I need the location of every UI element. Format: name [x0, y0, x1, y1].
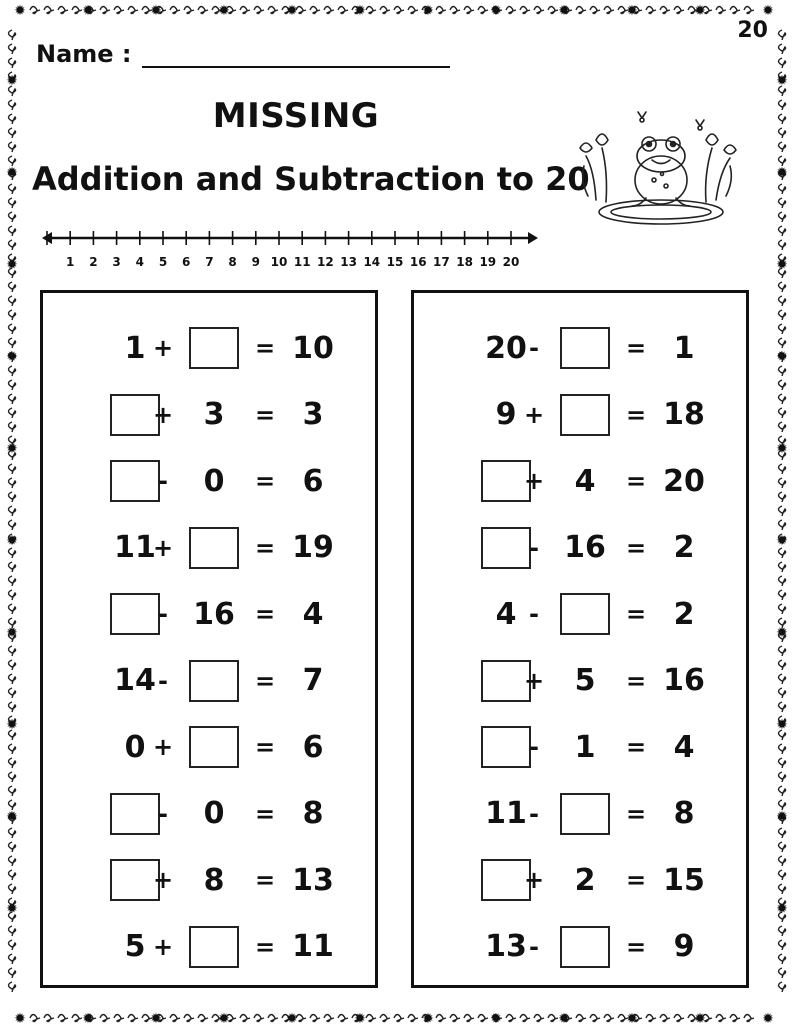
equals-sign: = [254, 733, 276, 761]
operator-sign: + [152, 866, 174, 894]
result-value: 8 [673, 796, 695, 831]
equals-sign: = [254, 799, 276, 828]
border-star-icon: ✹ [6, 625, 18, 641]
second-operand: 16 [193, 596, 235, 632]
equals-sign: = [625, 666, 647, 695]
border-star-icon: ✹ [422, 1011, 434, 1027]
equals-sign: = [625, 600, 647, 628]
right-equation-row [414, 720, 746, 774]
first-operand: 1 [124, 330, 146, 366]
tick-label: 4 [135, 255, 144, 269]
operator-sign: - [158, 799, 168, 828]
operator-sign: + [152, 733, 174, 761]
answer-cell[interactable] [550, 388, 620, 442]
border-star-icon: ✹ [354, 1011, 366, 1027]
left-equation-row [43, 587, 375, 641]
equals-sign: = [254, 600, 276, 628]
equals-sign: = [254, 467, 276, 495]
result-value: 6 [302, 463, 324, 499]
left-equation-row [43, 920, 375, 974]
border-star-icon: ✹ [558, 3, 570, 19]
answer-cell[interactable] [179, 521, 249, 575]
result-value: 19 [292, 530, 334, 565]
answer-box[interactable] [189, 926, 239, 968]
tick-label: 3 [112, 255, 121, 269]
second-operand: 1 [574, 729, 596, 765]
name-field[interactable] [36, 36, 450, 68]
answer-box[interactable] [560, 593, 610, 635]
first-operand: 0 [124, 729, 146, 765]
tick-label: 7 [205, 255, 214, 269]
left-equation-row [43, 787, 375, 841]
first-operand: 9 [495, 397, 517, 432]
equals-sign: = [254, 533, 276, 562]
border-star-icon: ✹ [6, 349, 18, 365]
result-value: 13 [292, 862, 334, 898]
answer-box[interactable] [560, 327, 610, 369]
border-star-icon: ✹ [422, 3, 434, 19]
border-star-icon: ✹ [150, 1011, 162, 1027]
tick-label: 2 [89, 255, 98, 269]
second-operand: 16 [564, 530, 606, 565]
operator-sign: - [529, 733, 539, 761]
tick-label: 15 [386, 255, 404, 269]
answer-box[interactable] [189, 327, 239, 369]
answer-cell[interactable] [550, 587, 620, 641]
right-equation-row [414, 787, 746, 841]
operator-sign: + [523, 666, 545, 695]
border-star-icon: ✹ [776, 901, 788, 917]
left-equation-row [43, 720, 375, 774]
result-value: 18 [663, 397, 705, 432]
result-value: 16 [663, 663, 705, 698]
page-title: MISSING [212, 96, 380, 136]
operator-sign: - [529, 334, 539, 362]
border-star-icon: ✹ [6, 809, 18, 825]
border-star-icon: ✹ [762, 1011, 774, 1027]
border-star-icon: ✹ [6, 901, 18, 917]
right-equation-row [414, 587, 746, 641]
right-equation-row [414, 853, 746, 907]
tick-label: 10 [270, 255, 288, 269]
equals-sign: = [625, 866, 647, 894]
border-star-icon: ✹ [776, 441, 788, 457]
right-equation-row [414, 388, 746, 442]
result-value: 7 [302, 663, 324, 698]
border-star-icon: ✹ [694, 1011, 706, 1027]
page-subtitle: Addition and Subtraction to 20 [32, 160, 590, 198]
equals-sign: = [625, 400, 647, 429]
border-star-icon: ✹ [82, 1011, 94, 1027]
tick-label: 1 [66, 255, 75, 269]
equals-sign: = [625, 334, 647, 362]
border-star-icon: ✹ [218, 3, 230, 19]
border-star-icon: ✹ [694, 3, 706, 19]
border-star-icon: ✹ [776, 257, 788, 273]
result-value: 20 [663, 463, 705, 499]
border-star-icon: ✹ [490, 3, 502, 19]
border-star-icon: ✹ [776, 533, 788, 549]
border-star-icon: ✹ [626, 1011, 638, 1027]
border-star-icon: ✹ [762, 3, 774, 19]
left-equation-row [43, 388, 375, 442]
answer-cell[interactable] [179, 920, 249, 974]
tick-label: 18 [456, 255, 473, 269]
tick-label: 13 [340, 255, 357, 269]
equals-sign: = [254, 400, 276, 429]
border-star-icon: ✹ [776, 625, 788, 641]
answer-cell[interactable] [550, 321, 620, 375]
right-problems-panel [411, 290, 749, 988]
answer-cell[interactable] [550, 920, 620, 974]
first-operand: 5 [124, 929, 146, 964]
right-equation-row [414, 321, 746, 375]
answer-box[interactable] [560, 926, 610, 968]
equals-sign: = [625, 733, 647, 761]
right-equation-row [414, 654, 746, 708]
second-operand: 4 [574, 463, 596, 499]
second-operand: 3 [203, 397, 225, 432]
answer-box[interactable] [189, 726, 239, 768]
second-operand: 0 [203, 796, 225, 831]
operator-sign: - [529, 600, 539, 628]
border-star-icon: ✹ [14, 1011, 26, 1027]
operator-sign: + [523, 467, 545, 495]
left-equation-row [43, 521, 375, 575]
operator-sign: - [529, 533, 539, 562]
border-star-icon: ✹ [82, 3, 94, 19]
tick-label: 8 [228, 255, 237, 269]
answer-box[interactable] [560, 793, 610, 835]
operator-sign: + [523, 866, 545, 894]
operator-sign: + [152, 334, 174, 362]
right-equation-row [414, 521, 746, 575]
answer-box[interactable] [189, 660, 239, 702]
tick-label: 11 [293, 255, 311, 269]
border-star-icon: ✹ [6, 441, 18, 457]
tick-label: 16 [409, 255, 427, 269]
answer-cell[interactable] [179, 321, 249, 375]
operator-sign: - [158, 600, 168, 628]
answer-box[interactable] [189, 527, 239, 569]
tick-label: 12 [317, 255, 334, 269]
border-star-icon: ✹ [490, 1011, 502, 1027]
left-equation-row [43, 853, 375, 907]
result-value: 11 [292, 929, 334, 964]
second-operand: 5 [574, 663, 596, 698]
operator-sign: - [158, 666, 168, 695]
operator-sign: + [152, 400, 174, 429]
number-line [40, 222, 540, 274]
operator-sign: - [158, 467, 168, 495]
tick-label: 9 [251, 255, 260, 269]
second-operand: 8 [203, 862, 225, 898]
tick-label: 17 [433, 255, 450, 269]
operator-sign: + [523, 400, 545, 429]
border-star-icon: ✹ [776, 165, 788, 181]
equals-sign: = [254, 334, 276, 362]
border-star-icon: ✹ [14, 3, 26, 19]
operator-sign: + [152, 932, 174, 961]
border-star-icon: ✹ [6, 165, 18, 181]
result-value: 15 [663, 862, 705, 898]
equals-sign: = [625, 533, 647, 562]
border-star-icon: ✹ [354, 3, 366, 19]
first-operand: 4 [495, 596, 517, 632]
border-star-icon: ✹ [218, 1011, 230, 1027]
first-operand: 11 [485, 796, 527, 831]
result-value: 9 [673, 929, 695, 964]
border-star-icon: ✹ [286, 3, 298, 19]
left-equation-row [43, 321, 375, 375]
equals-sign: = [254, 932, 276, 961]
result-value: 4 [302, 596, 324, 632]
border-star-icon: ✹ [6, 257, 18, 273]
border-star-icon: ✹ [626, 3, 638, 19]
border-star-icon: ✹ [286, 1011, 298, 1027]
tick-label: 6 [182, 255, 191, 269]
result-value: 6 [302, 729, 324, 765]
border-star-icon: ✹ [776, 809, 788, 825]
first-operand: 13 [485, 929, 527, 964]
operator-sign: + [152, 533, 174, 562]
right-arrow [528, 232, 538, 244]
answer-cell[interactable] [179, 720, 249, 774]
right-equation-row [414, 920, 746, 974]
result-value: 1 [673, 330, 695, 366]
border-star-icon: ✹ [776, 717, 788, 733]
frog-illustration [566, 100, 751, 230]
equals-sign: = [254, 866, 276, 894]
second-operand: 0 [203, 463, 225, 499]
border-star-icon: ✹ [150, 3, 162, 19]
answer-box[interactable] [560, 394, 610, 436]
result-value: 4 [673, 729, 695, 765]
page-number: 20 [737, 18, 768, 43]
border-star-icon: ✹ [776, 73, 788, 89]
right-equation-row [414, 454, 746, 508]
border-star-icon: ✹ [6, 73, 18, 89]
first-operand: 20 [485, 330, 527, 366]
equals-sign: = [625, 799, 647, 828]
equals-sign: = [254, 666, 276, 695]
result-value: 2 [673, 530, 695, 565]
left-equation-row [43, 654, 375, 708]
tick-label: 20 [502, 255, 520, 269]
first-operand: 14 [114, 663, 156, 698]
border-star-icon: ✹ [6, 717, 18, 733]
border-star-icon: ✹ [6, 533, 18, 549]
answer-cell[interactable] [179, 654, 249, 708]
equals-sign: = [625, 467, 647, 495]
result-value: 3 [302, 397, 324, 432]
tick-label: 5 [158, 255, 168, 269]
tick-label: 19 [479, 255, 497, 269]
operator-sign: - [529, 932, 539, 961]
name-line[interactable] [142, 36, 450, 68]
left-equation-row [43, 454, 375, 508]
name-label: Name : [36, 40, 132, 68]
second-operand: 2 [574, 862, 596, 898]
first-operand: 11 [114, 530, 156, 565]
tick-label: 14 [363, 255, 381, 269]
left-problems-panel [40, 290, 378, 988]
result-value: 10 [292, 330, 334, 366]
result-value: 8 [302, 796, 324, 831]
equals-sign: = [625, 932, 647, 961]
result-value: 2 [673, 596, 695, 632]
operator-sign: - [529, 799, 539, 828]
border-star-icon: ✹ [776, 349, 788, 365]
answer-cell[interactable] [550, 787, 620, 841]
border-star-icon: ✹ [558, 1011, 570, 1027]
